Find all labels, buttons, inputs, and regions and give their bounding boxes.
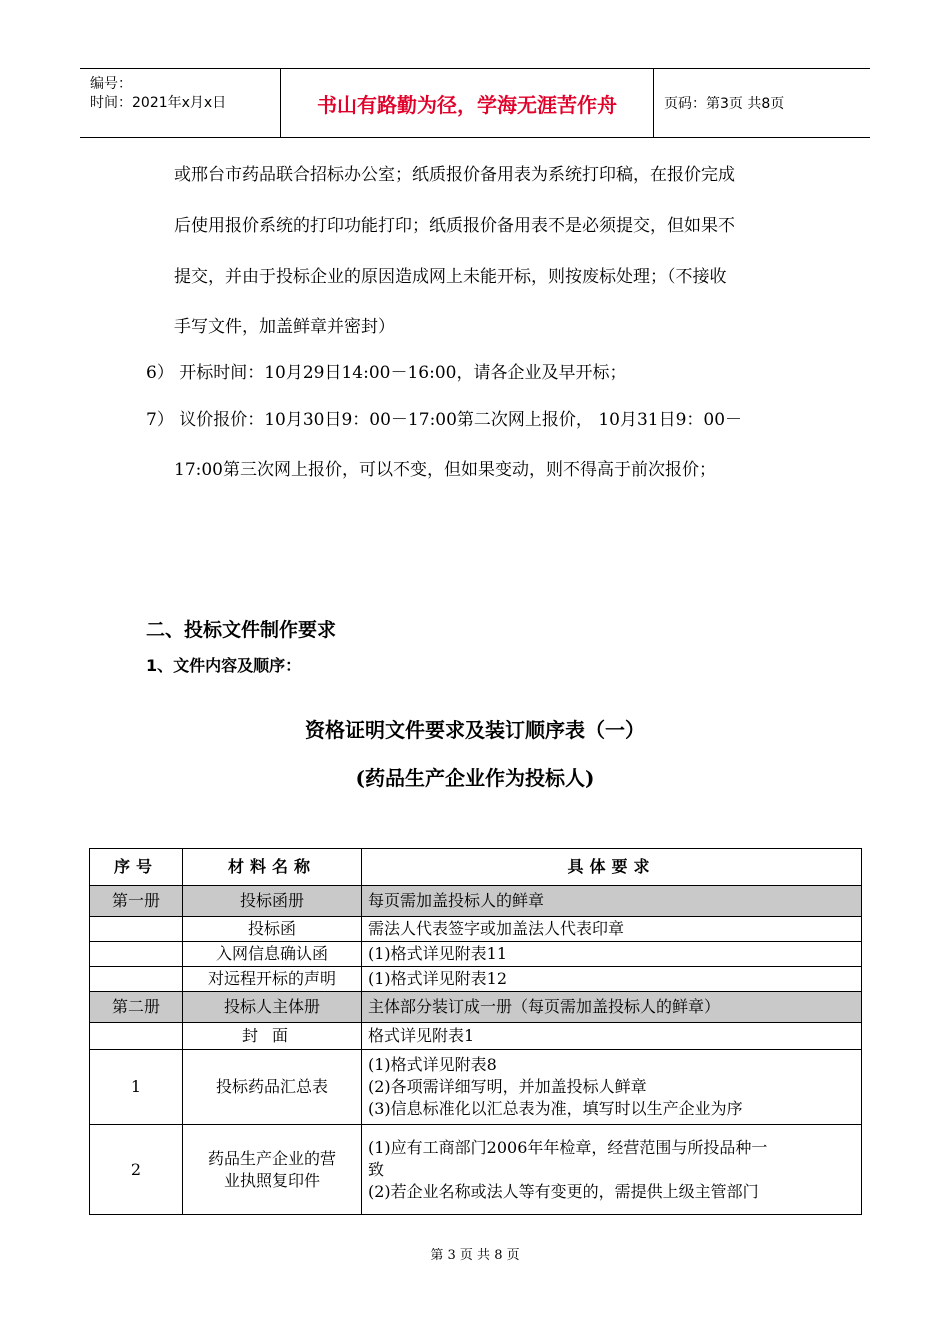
name-line: 业执照复印件 xyxy=(223,1170,320,1190)
row-no: 2 xyxy=(90,1125,183,1215)
table-row xyxy=(90,917,862,942)
row-name: 投标函册 xyxy=(183,886,362,917)
row-req: (1)格式详见附表12 xyxy=(362,967,862,992)
row-req: 每页需加盖投标人的鲜章 xyxy=(362,886,862,917)
row-no xyxy=(90,942,183,967)
table-title: 资格证明文件要求及装订顺序表（一） xyxy=(305,718,645,742)
req-line: (3)信息标准化以汇总表为准，填写时以生产企业为序 xyxy=(368,1099,743,1118)
row-name xyxy=(183,1125,362,1215)
table-subtitle: (药品生产企业作为投标人) xyxy=(355,766,595,790)
row-req: 格式详见附表1 xyxy=(362,1023,862,1050)
item-7-line-2: 17:00第三次网上报价，可以不变，但如果变动，则不得高于前次报价； xyxy=(174,460,716,480)
header-req: 具体要求 xyxy=(362,849,862,886)
name-line: 药品生产企业的营 xyxy=(207,1148,336,1168)
table-row xyxy=(90,942,862,967)
table-row xyxy=(90,1023,862,1050)
req-line: 致 xyxy=(368,1159,385,1179)
row-no: 1 xyxy=(90,1050,183,1125)
row-no xyxy=(90,1023,183,1050)
body-line-3: 提交，并由于投标企业的原因造成网上未能开标，则按废标处理；（不接收 xyxy=(174,267,727,287)
page-header xyxy=(80,68,870,138)
req-line: (2)各项需详细写明，并加盖投标人鲜章 xyxy=(368,1077,647,1096)
row-name: 投标药品汇总表 xyxy=(183,1050,362,1125)
table-row xyxy=(90,1125,862,1215)
req-line: (2)若企业名称或法人等有变更的，需提供上级主管部门 xyxy=(368,1181,759,1201)
row-no xyxy=(90,967,183,992)
body-line-2: 后使用报价系统的打印功能打印；纸质报价备用表不是必须提交，但如果不 xyxy=(174,216,735,236)
row-name: 对远程开标的声明 xyxy=(183,967,362,992)
header-motto: 书山有路勤为径，学海无涯苦作舟 xyxy=(280,69,654,137)
table-row xyxy=(90,1050,862,1125)
header-no: 序号 xyxy=(90,849,183,886)
section-title: 二、投标文件制作要求 xyxy=(146,619,337,641)
row-req: 需法人代表签字或加盖法人代表印章 xyxy=(362,917,862,942)
row-name: 投标函 xyxy=(183,917,362,942)
row-no: 第一册 xyxy=(90,886,183,917)
table-row xyxy=(90,886,862,917)
row-name: 投标人主体册 xyxy=(183,992,362,1023)
requirements-table xyxy=(89,848,862,1215)
item-6: 6） 开标时间：10月29日14:00－16:00，请各企业及早开标； xyxy=(146,363,627,383)
item-7-line-1: 7） 议价报价：10月30日9：00－17:00第二次网上报价， 10月31日9：00－ xyxy=(146,410,743,430)
page-footer: 第 3 页 共 8 页 xyxy=(430,1248,520,1263)
header-name: 材料名称 xyxy=(183,849,362,886)
row-name: 封面 xyxy=(183,1023,362,1050)
row-req: 主体部分装订成一册（每页需加盖投标人的鲜章） xyxy=(362,992,862,1023)
req-line: (1)应有工商部门2006年年检章，经营范围与所投品种一 xyxy=(368,1137,768,1157)
req-line: (1)格式详见附表8 xyxy=(368,1055,497,1074)
row-req xyxy=(362,1125,862,1215)
table-row xyxy=(90,967,862,992)
subsection-title: 1、文件内容及顺序： xyxy=(146,656,302,675)
body-line-4: 手写文件，加盖鲜章并密封） xyxy=(174,317,395,337)
row-no xyxy=(90,917,183,942)
row-req: (1)格式详见附表11 xyxy=(362,942,862,967)
table-row xyxy=(90,992,862,1023)
number-label: 编号： xyxy=(90,76,132,92)
table-header-row xyxy=(90,849,862,886)
time-label: 时间：2021年x月x日 xyxy=(90,95,227,111)
row-req xyxy=(362,1050,862,1125)
row-name: 入网信息确认函 xyxy=(183,942,362,967)
header-page-info: 页码：第3页 共8页 xyxy=(664,96,785,112)
row-no: 第二册 xyxy=(90,992,183,1023)
header-meta xyxy=(80,69,280,137)
body-line-1: 或邢台市药品联合招标办公室；纸质报价备用表为系统打印稿，在报价完成 xyxy=(174,165,735,185)
